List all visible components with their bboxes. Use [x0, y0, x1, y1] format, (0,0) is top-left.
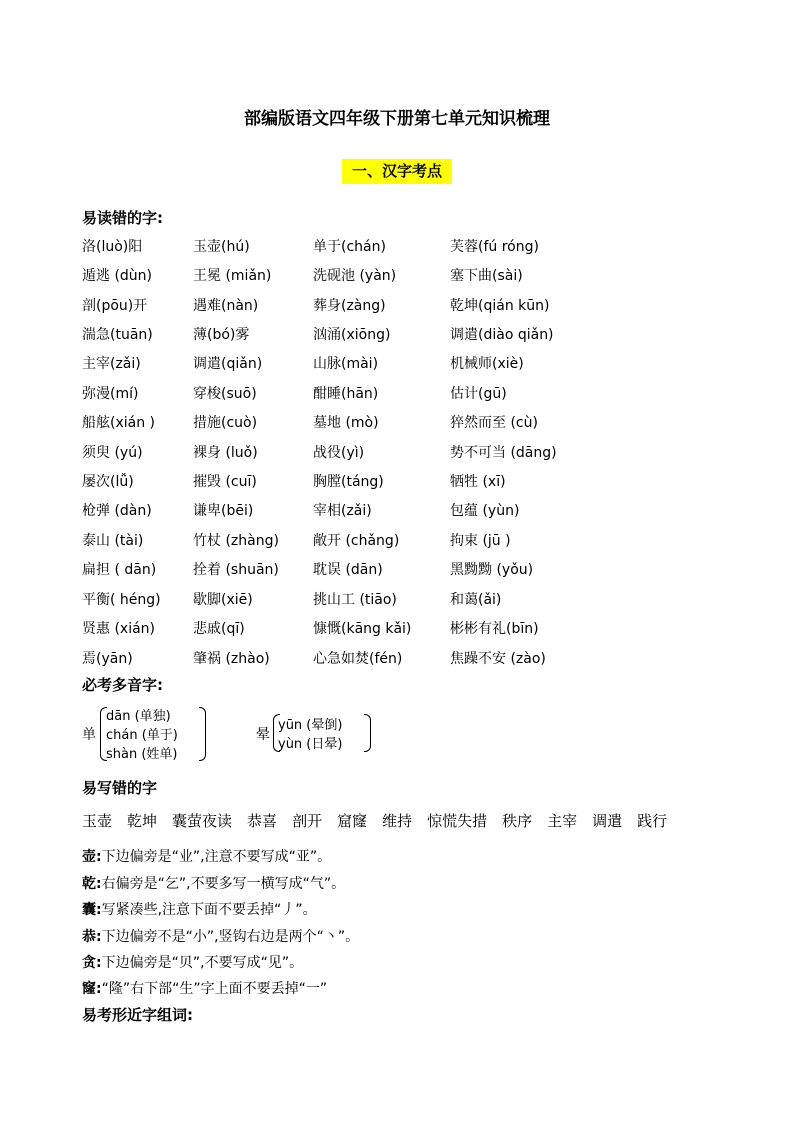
vocab-item: 芙蓉(fú róng) — [450, 239, 539, 255]
vocab-item: 猝然而至 (cù) — [450, 415, 538, 431]
vocab-item: 机械师(xiè) — [450, 356, 524, 372]
note-text: 下边偏旁是“贝”,不要写成“见”。 — [101, 955, 304, 971]
easy-write-word: 秩序 — [502, 812, 533, 830]
writing-note — [82, 846, 331, 866]
easy-write-word: 乾坤 — [127, 812, 158, 830]
easy-write-words — [82, 810, 682, 831]
vocab-item: 塞下曲(sài) — [450, 268, 523, 284]
vocab-item: 黑黝黝 (yǒu) — [450, 562, 534, 578]
vocab-item: 湍急(tuān) — [82, 327, 153, 343]
vocab-item: 慷慨(kāng kǎi) — [313, 621, 412, 637]
polyphonic-char: 晕 — [256, 727, 270, 743]
vocab-item: 裸身 (luǒ) — [193, 445, 258, 461]
note-char: 乾: — [82, 876, 102, 892]
vocab-item: 彬彬有礼(bīn) — [450, 621, 539, 637]
vocab-item: 肇祸 (zhào) — [193, 651, 270, 667]
easy-write-word: 囊萤夜读 — [172, 812, 233, 830]
vocab-item: 估计(gū) — [450, 386, 507, 402]
vocab-item: 摧毁 (cuī) — [193, 474, 257, 490]
vocab-item: 泰山 (tài) — [82, 533, 144, 549]
vocab-item: 焦躁不安 (zào) — [450, 651, 546, 667]
vocab-item: 须臾 (yú) — [82, 445, 143, 461]
vocab-item: 平衡( héng) — [82, 592, 161, 608]
writing-note — [82, 978, 327, 998]
vocab-item: 墓地 (mò) — [313, 415, 379, 431]
vocab-item: 酣睡(hān) — [313, 386, 379, 402]
note-text: 下边偏旁是“业”,注意不要写成“亚”。 — [101, 849, 332, 865]
easy-write-word: 维持 — [382, 812, 413, 830]
vocab-item: 遁逃 (dùn) — [82, 268, 153, 284]
vocab-item: 王冕 (miǎn) — [193, 268, 272, 284]
vocab-item: 遇难(nàn) — [193, 298, 259, 314]
note-char: 贪: — [82, 955, 102, 971]
vocab-item: 洗砚池 (yàn) — [313, 268, 397, 284]
vocab-item: 汹涌(xiōng) — [313, 327, 391, 343]
vocab-item: 战役(yì) — [313, 445, 365, 461]
easy-write-word: 恭喜 — [247, 812, 278, 830]
writing-note — [82, 873, 345, 893]
vocab-item: 玉壶(hú) — [193, 239, 250, 255]
vocab-item: 耽误 (dān) — [313, 562, 383, 578]
polyphonic-reading: shàn (姓单) — [106, 747, 178, 762]
writing-note — [82, 899, 317, 919]
vocab-item: 枪弹 (dàn) — [82, 503, 152, 519]
vocab-item: 悲戚(qī) — [193, 621, 245, 637]
vocab-item: 措施(cuò) — [193, 415, 258, 431]
note-text: 右偏旁是“乞”,不要多写一横写成“气”。 — [101, 876, 346, 892]
document-title: 部编版语文四年级下册第七单元知识梳理 — [244, 109, 550, 129]
section-heading: 一、汉字考点 — [342, 159, 452, 184]
vocab-item: 势不可当 (dāng) — [450, 445, 557, 461]
vocab-item: 拴着 (shuān) — [193, 562, 279, 578]
vocab-item: 穿梭(suō) — [193, 386, 257, 402]
vocab-item: 贤惠 (xián) — [82, 621, 156, 637]
vocab-item: 主宰(zǎi) — [82, 356, 141, 372]
vocab-item: 心急如焚(fén) — [313, 651, 403, 667]
easy-write-word: 玉壶 — [82, 812, 113, 830]
vocab-item: 歇脚(xiē) — [193, 592, 253, 608]
easy-write-word: 窟窿 — [337, 812, 368, 830]
vocab-item: 焉(yān) — [82, 651, 133, 667]
vocab-item: 拘束 (jū ) — [450, 533, 511, 549]
vocab-item: 葬身(zàng) — [313, 298, 386, 314]
vocab-item: 调遣(diào qiǎn) — [450, 327, 554, 343]
polyphonic-reading: dān (单独) — [106, 709, 171, 724]
vocab-item: 薄(bó)雾 — [193, 327, 250, 343]
vocab-item: 弥漫(mí) — [82, 386, 139, 402]
easy-write-heading: 易写错的字 — [82, 779, 158, 797]
note-char: 壶: — [82, 849, 102, 865]
vocab-item: 洛(luò)阳 — [82, 239, 143, 255]
similar-chars-heading: 易考形近字组词: — [82, 1006, 193, 1024]
vocab-item: 敞开 (chǎng) — [313, 533, 400, 549]
vocab-item: 单于(chán) — [313, 239, 386, 255]
note-text: 写紧凑些,注意下面不要丢掉“丿”。 — [101, 902, 317, 918]
writing-note — [82, 952, 303, 972]
note-text: “隆”右下部“生”字上面不要丢掉“一” — [101, 981, 328, 997]
vocab-item: 剖(pōu)开 — [82, 298, 148, 314]
note-char: 恭: — [82, 929, 102, 945]
vocab-item: 宰相(zǎi) — [313, 503, 372, 519]
vocab-item: 乾坤(qián kūn) — [450, 298, 550, 314]
writing-note — [82, 926, 359, 946]
vocab-item: 牺牲 (xī) — [450, 474, 506, 490]
vocab-item: 包蕴 (yùn) — [450, 503, 520, 519]
note-text: 下边偏旁不是“小”,竖钩右边是两个“丶”。 — [101, 929, 360, 945]
easy-read-heading: 易读错的字: — [82, 209, 163, 227]
vocab-item: 胸膛(táng) — [313, 474, 384, 490]
vocab-item: 船舷(xián ) — [82, 415, 156, 431]
easy-write-word: 调遣 — [592, 812, 623, 830]
vocab-item: 屡次(lǚ) — [82, 474, 134, 490]
vocab-item: 扁担 ( dān) — [82, 562, 157, 578]
easy-write-word: 践行 — [637, 812, 668, 830]
easy-write-word: 剖开 — [292, 812, 323, 830]
note-char: 囊: — [82, 902, 102, 918]
polyphonic-heading: 必考多音字: — [82, 676, 163, 694]
vocab-item: 和蔼(ǎi) — [450, 592, 502, 608]
vocab-item: 挑山工 (tiāo) — [313, 592, 397, 608]
polyphonic-reading: yūn (晕倒) — [278, 718, 343, 733]
right-brace-icon — [364, 714, 371, 752]
vocab-item: 竹杖 (zhàng) — [193, 533, 279, 549]
vocab-item: 调遣(qiǎn) — [193, 356, 263, 372]
polyphonic-groups — [82, 703, 482, 763]
polyphonic-reading: chán (单于) — [106, 728, 178, 743]
easy-write-word: 主宰 — [547, 812, 578, 830]
vocab-item: 谦卑(bēi) — [193, 503, 254, 519]
easy-write-word: 惊慌失措 — [427, 812, 488, 830]
note-char: 窿: — [82, 981, 102, 997]
vocab-item: 山脉(mài) — [313, 356, 379, 372]
right-brace-icon — [199, 707, 206, 761]
polyphonic-char: 单 — [82, 727, 96, 743]
polyphonic-reading: yùn (日晕) — [278, 737, 343, 752]
